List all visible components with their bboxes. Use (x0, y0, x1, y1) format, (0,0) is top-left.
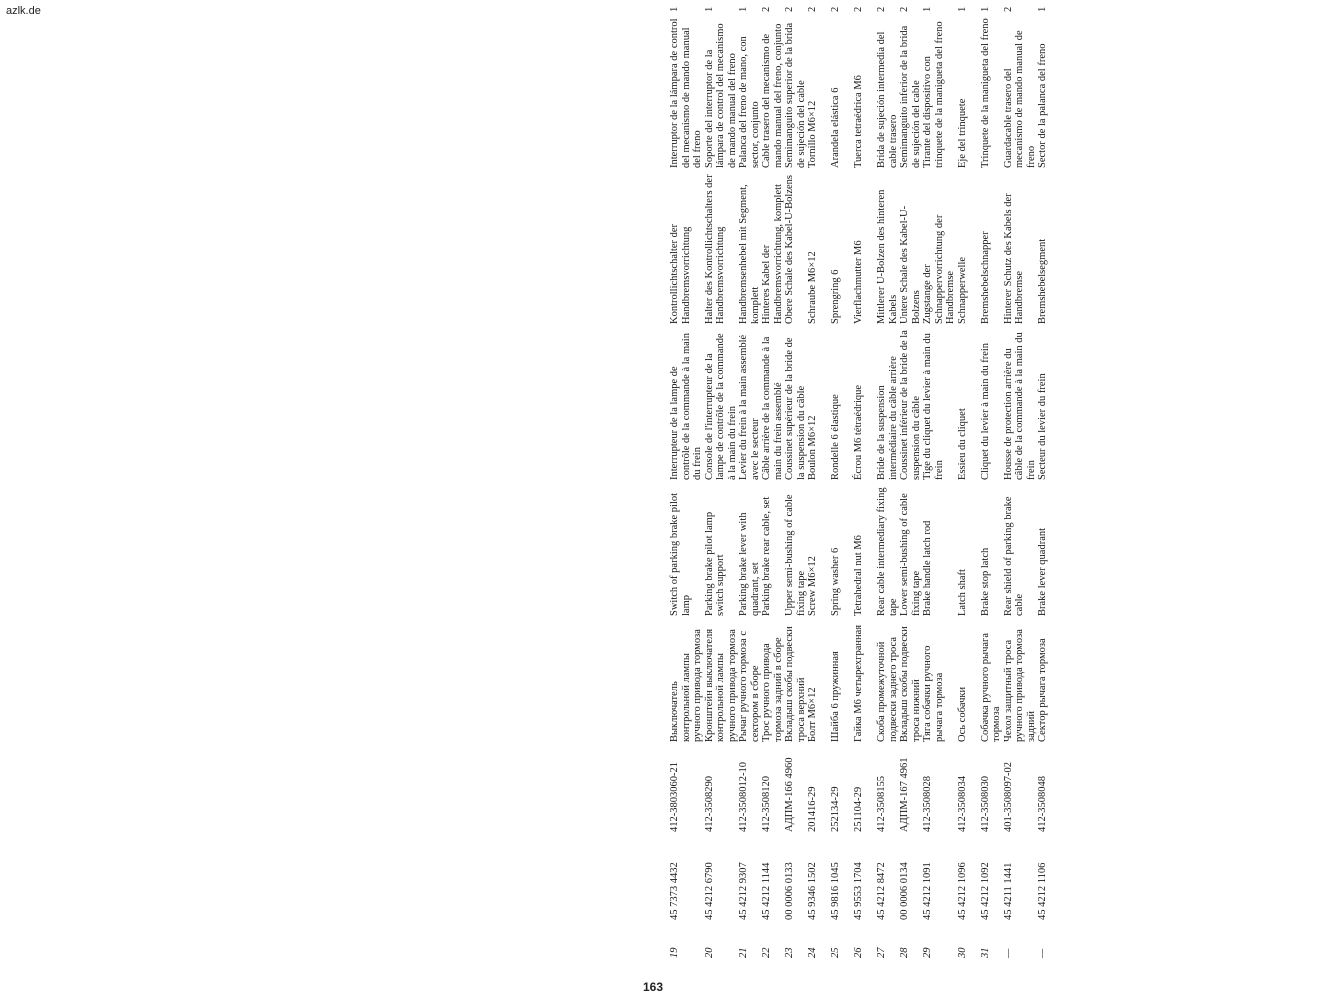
description-en: Spring washer 6 (830, 547, 841, 616)
drawing-number: 412-3508028 (922, 776, 933, 832)
part-code: 45 7373 4432 (669, 862, 680, 920)
quantity: 1 (1037, 6, 1048, 12)
row-number: — (1037, 948, 1048, 958)
table-row (1037, 0, 1060, 958)
drawing-number: 412-3508030 (979, 776, 991, 832)
description-fr: Levier du frein à la main assemblé avec le secteur (738, 334, 761, 480)
description-ru: Кронштейн выключателя контрольной лампы ручного привода тормоза (703, 628, 738, 742)
drawing-number: 252134-29 (830, 786, 841, 832)
row-number: 29 (922, 947, 933, 958)
quantity: 2 (830, 6, 841, 12)
description-ru: Трос ручного привода тормоза задний в сборе (761, 637, 784, 742)
description-es: Tornillo M6×12 (807, 100, 818, 168)
watermark-text: azlk.de (6, 5, 41, 17)
part-code: 45 9816 1045 (830, 862, 841, 920)
part-code: 45 9346 1502 (807, 862, 818, 920)
row-number: 30 (956, 947, 968, 958)
description-ru: Ось собачки (956, 686, 968, 742)
row-number: 22 (761, 947, 772, 958)
description-en: Brake lever quadrant (1037, 527, 1048, 616)
description-de: Handbremsenhebel mit Segment, komplett (738, 184, 761, 324)
part-code: 45 4211 1441 (1002, 862, 1014, 920)
quantity: 1 (738, 6, 749, 12)
table-row (922, 0, 957, 958)
description-es: Semimanguito inferior de la brida de sujeción del cable (899, 25, 922, 168)
table-row (704, 0, 739, 958)
part-code: 45 4212 6790 (703, 862, 715, 920)
description-en: Upper semi-bushing of cable fixing tape (784, 494, 807, 616)
part-code: 45 4212 9307 (738, 862, 749, 920)
description-fr: Interrupteur de la lampe de contrôle de la commande à la main du frein (669, 333, 703, 480)
description-fr: Câble arrière de la commande à la main du frein assemblé (761, 336, 784, 480)
description-ru: Скоба промежуточной подвески заднего троса (876, 636, 899, 742)
part-code: 00 0006 0134 (899, 862, 910, 920)
description-de: Bremshebelschnapper (979, 231, 991, 324)
table-row (784, 0, 807, 958)
description-es: Tuerca tetraédrica M6 (853, 75, 864, 168)
drawing-number: 412-3803060-21 (669, 762, 680, 832)
description-de: Hinteres Kabel der Handbremsvorrichtung, komplett (761, 184, 784, 324)
quantity: 1 (922, 6, 933, 12)
description-fr: Rondelle 6 élastique (830, 394, 841, 480)
description-de: Obere Schale des Kabel-U-Bolzens (784, 175, 795, 324)
drawing-number: АДПМ-167 4961 (899, 757, 910, 832)
row-number: 28 (899, 947, 910, 958)
description-de: Untere Schale des Kabel-U-Bolzens (899, 205, 922, 324)
quantity: 1 (703, 6, 715, 12)
description-fr: Bride de la suspension intermédiaire du câble arrière (876, 356, 899, 480)
row-number: 27 (876, 947, 887, 958)
description-es: Semimanguito superior de la brida de sujeción del cable (784, 22, 807, 168)
part-code: 45 4212 1091 (922, 862, 933, 920)
drawing-number: АДПМ-166 4960 (784, 757, 795, 832)
description-ru: Тяга собачки ручного рычага тормоза (922, 645, 945, 742)
table-row (669, 0, 704, 958)
description-ru: Болт М6×12 (807, 687, 818, 742)
parts-table-rotated (669, 8, 1338, 958)
drawing-number: 412-3508012-10 (738, 762, 749, 832)
table-row (899, 0, 922, 958)
table-row (738, 0, 761, 958)
parts-table-body (669, 0, 1060, 958)
description-ru: Вкладыш скобы подвески троса нижний (899, 626, 922, 742)
description-ru: Сектор рычага тормоза (1037, 638, 1048, 742)
row-number: 31 (979, 947, 991, 958)
description-es: Palanca del freno de mano, con sector, conjunto (738, 36, 761, 168)
description-es: Trinquete de la manigueta del freno (979, 18, 991, 168)
description-de: Mittlerer U-Bolzen des hinteren Kabels (876, 189, 899, 324)
drawing-number: 412-3508155 (876, 776, 887, 832)
description-es: Arandela elástica 6 (830, 87, 841, 168)
description-en: Tetrahedral nut M6 (853, 535, 864, 616)
quantity: 2 (761, 6, 772, 12)
description-es: Tirante del dispositivo con trinquete de la manigueta del freno (922, 21, 945, 168)
table-row (830, 0, 853, 958)
table-row (1003, 0, 1038, 958)
quantity: 2 (784, 6, 795, 12)
row-number: 23 (784, 947, 795, 958)
quantity: 2 (876, 6, 887, 12)
description-fr: Housse de protection arrière du câble de la commande à la main du frein (1002, 332, 1037, 480)
part-code: 45 9553 1704 (853, 862, 864, 920)
drawing-number: 412-3508048 (1037, 776, 1048, 832)
description-ru: Выключатель контрольной лампы ручного привода тормоза (669, 629, 703, 742)
description-de: Schnapperwelle (956, 256, 968, 324)
description-es: Soporte del interruptor de la lámpara de control del mecanismo de mando manual del freno (703, 23, 738, 168)
description-es: Sector de la palanca del freno (1037, 43, 1048, 168)
description-de: Sprengring 6 (830, 269, 841, 324)
description-en: Brake handle latch rod (922, 520, 933, 616)
description-es: Cable trasero del mecanismo de mando manual del freno, conjunto (761, 23, 784, 168)
description-en: Brake stop latch (979, 547, 991, 616)
description-ru: Вкладыш скобы подвески троса верхний (784, 626, 807, 742)
row-number: 20 (703, 947, 715, 958)
description-en: Rear cable intermediary fixing tape (876, 487, 899, 616)
part-code: 45 4212 8472 (876, 862, 887, 920)
description-es: Eje del trinquete (956, 98, 968, 168)
row-number: 26 (853, 947, 864, 958)
row-number: 25 (830, 947, 841, 958)
description-ru: Чехол защитный троса ручного привода тормоза задний (1002, 629, 1037, 742)
description-fr: Boulon M6×12 (807, 415, 818, 480)
description-fr: Coussinet inférieur de la bride de la suspension du câble (899, 330, 922, 480)
description-fr: Tige du cliquet du levier à main du frein (922, 333, 945, 480)
part-code: 00 0006 0133 (784, 862, 795, 920)
description-es: Interruptor de la lámpara de control del mecanismo de mando manual del freno (669, 18, 703, 168)
description-ru: Рычаг ручного тормоза с сектором в сборе (738, 631, 761, 742)
drawing-number: 412-3508120 (761, 776, 772, 832)
drawing-number: 412-3508034 (956, 776, 968, 832)
description-de: Bremshebelsegment (1037, 238, 1048, 324)
description-de: Vierflachmutter M6 (853, 240, 864, 324)
description-de: Zugstange der Schnappervorrichtung der Handbremse (922, 214, 956, 324)
description-ru: Шайба 6 пружинная (830, 651, 841, 742)
description-fr: Écrou M6 tétraédrique (853, 384, 864, 480)
description-en: Screw M6×12 (807, 556, 818, 616)
table-row (807, 0, 830, 958)
quantity: 2 (1002, 6, 1014, 12)
part-code: 45 4212 1106 (1037, 862, 1048, 920)
description-es: Brida de sujeción intermedia del cable trasero (876, 31, 899, 168)
row-number: 24 (807, 947, 818, 958)
row-number: 21 (738, 947, 749, 958)
part-code: 45 4212 1144 (761, 862, 772, 920)
table-row (853, 0, 876, 958)
description-en: Latch shaft (956, 569, 968, 616)
table-row (957, 0, 980, 958)
quantity: 1 (669, 6, 680, 12)
description-de: Schraube M6×12 (807, 251, 818, 324)
description-fr: Cliquet du levier à main du frein (979, 342, 991, 480)
description-ru: Собачка ручного рычага тормоза (979, 633, 1002, 742)
page-number: 163 (642, 980, 663, 994)
drawing-number: 251104-29 (853, 786, 864, 832)
quantity: 2 (807, 6, 818, 12)
quantity: 2 (853, 6, 864, 12)
description-en: Parking brake lever with quadrant, set (738, 512, 761, 616)
description-en: Rear shield of parking brake cable (1002, 496, 1025, 616)
row-number: 19 (669, 947, 680, 958)
quantity: 1 (979, 6, 991, 12)
description-fr: Essieu du cliquet (956, 408, 968, 480)
description-en: Lower semi-bushing of cable fixing tape (899, 493, 922, 616)
table-row (876, 0, 899, 958)
drawing-number: 201416-29 (807, 786, 818, 832)
description-de: Halter des Kontrollichtschalters der Handbremsvorrichtung (703, 174, 726, 324)
description-fr: Console de l'interrupteur de la lampe de contrôle de la commande à la main du frein (703, 333, 738, 480)
drawing-number: 412-3508290 (703, 776, 715, 832)
description-en: Parking brake rear cable, set (761, 496, 772, 616)
description-ru: Гайка М6 четырехгранная (853, 624, 864, 742)
table-row (761, 0, 784, 958)
description-de: Hinterer Schutz des Kabels der Handbremse (1002, 193, 1025, 324)
parts-table (669, 0, 1060, 958)
table-row (980, 0, 1003, 958)
row-number: — (1002, 948, 1014, 958)
description-en: Switch of parking brake pilot lamp (669, 492, 692, 616)
description-fr: Secteur du levier du frein (1037, 373, 1048, 480)
description-de: Kontrollichtschalter der Handbremsvorrichtung (669, 223, 692, 324)
description-es: Guardacable trasero del mecanismo de mando manual de freno (1002, 30, 1037, 168)
part-code: 45 4212 1092 (979, 862, 991, 920)
description-en: Parking brake pilot lamp switch support (703, 511, 726, 616)
quantity: 2 (899, 6, 910, 12)
description-fr: Coussinet supérieur de la bride de la suspension du câble (784, 337, 807, 480)
drawing-number: 401-3508097-02 (1002, 762, 1014, 832)
part-code: 45 4212 1096 (956, 862, 968, 920)
quantity: 1 (956, 6, 968, 12)
